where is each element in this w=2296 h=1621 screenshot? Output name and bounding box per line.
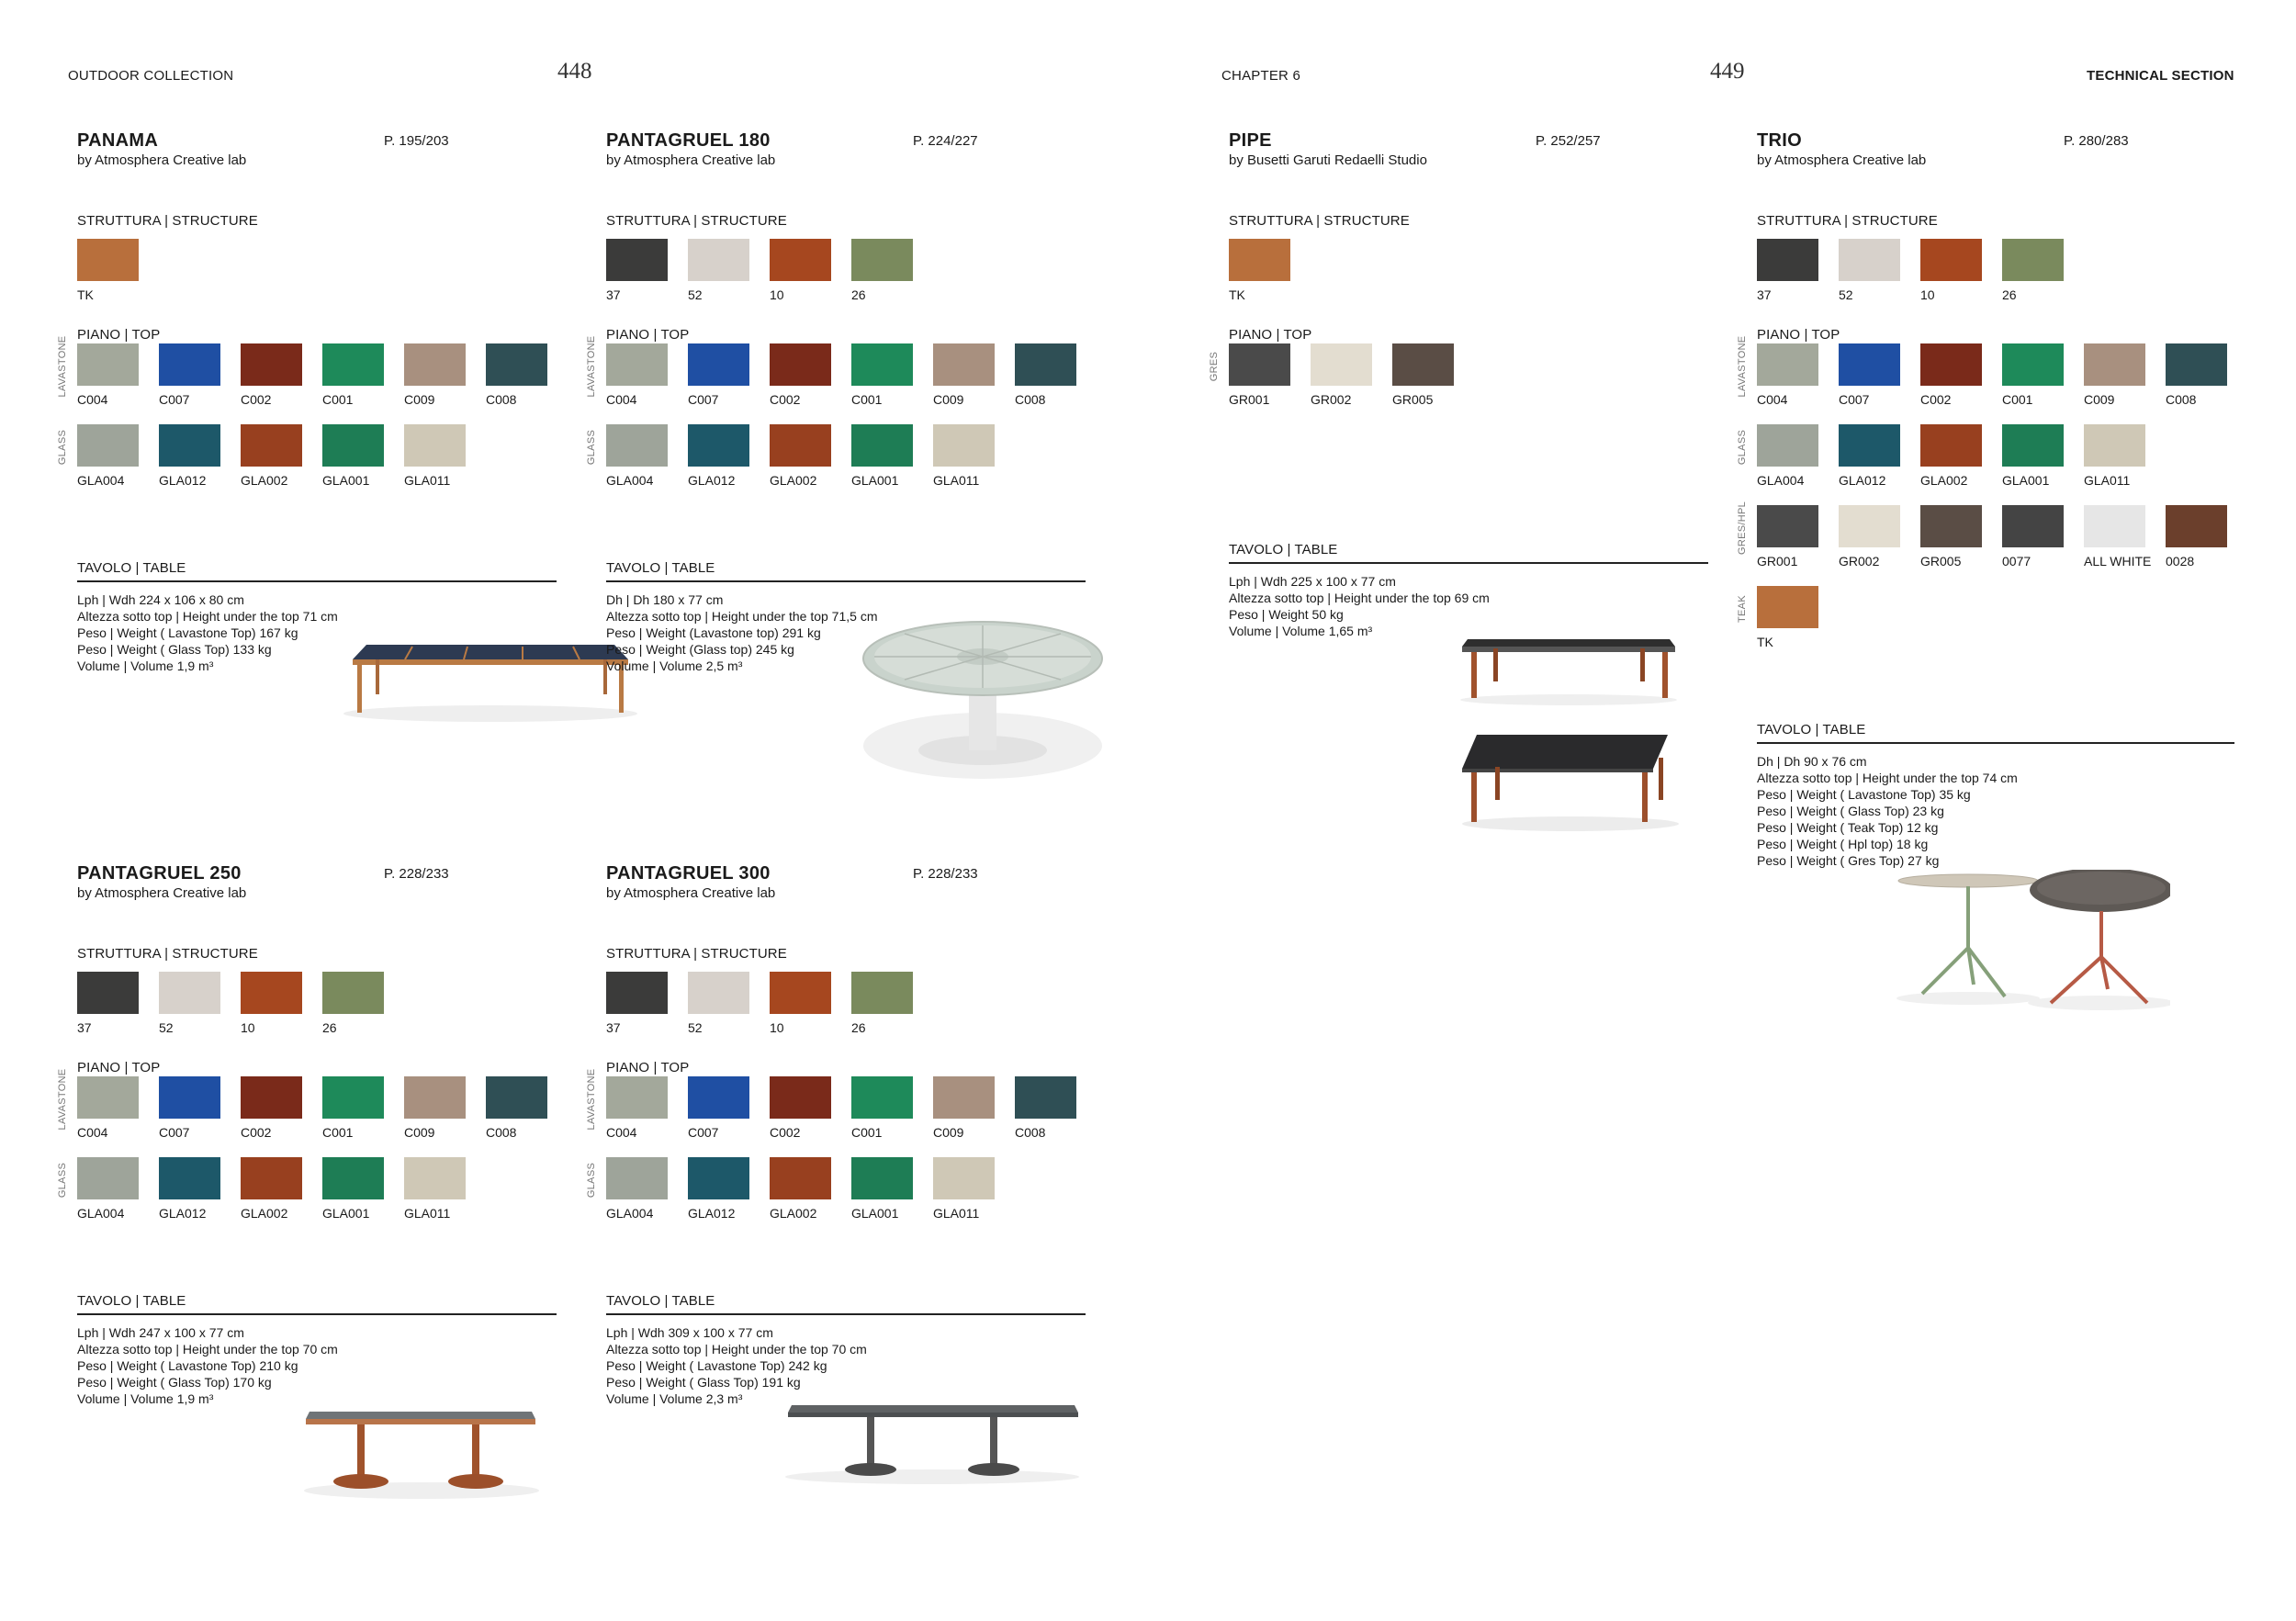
lavastone-code: C007 — [159, 1125, 190, 1140]
swatch-26 — [851, 972, 913, 1014]
structure-code: 10 — [1920, 287, 1935, 302]
lavastone-code: C004 — [606, 392, 637, 407]
swatch-c007 — [159, 343, 220, 386]
swatch-gla002 — [241, 1157, 302, 1199]
spec-line: Dh | Dh 180 x 77 cm — [606, 592, 724, 607]
chapter-label: CHAPTER 6 — [1221, 68, 1300, 84]
glass-code: GLA012 — [159, 473, 207, 488]
lavastone-code: C001 — [322, 1125, 354, 1140]
swatch-52 — [688, 239, 749, 281]
table-specifications — [606, 1324, 867, 1407]
product-name: TRIO — [1757, 130, 1802, 151]
swatch-gla004 — [77, 1157, 139, 1199]
swatch-26 — [322, 972, 384, 1014]
spec-line: Altezza sotto top | Height under the top 69 cm — [1229, 591, 1490, 605]
swatch-gla012 — [1839, 424, 1900, 467]
table-photo-pipe-bottom — [1458, 721, 1683, 840]
swatch-gr002 — [1311, 343, 1372, 386]
table-specifications — [606, 591, 877, 674]
swatch-c009 — [404, 1076, 466, 1119]
structure-code: TK — [1229, 287, 1245, 302]
swatch-c002 — [1920, 343, 1982, 386]
spec-line: Lph | Wdh 247 x 100 x 77 cm — [77, 1325, 244, 1340]
swatch-c004 — [606, 343, 668, 386]
table-heading: TAVOLO | TABLE — [1229, 542, 1338, 557]
swatch-c008 — [486, 343, 547, 386]
lavastone-side-label: LAVASTONE — [1737, 335, 1748, 398]
swatch-c004 — [1757, 343, 1818, 386]
lavastone-code: C004 — [606, 1125, 637, 1140]
glass-code: GLA001 — [322, 473, 370, 488]
swatch-37 — [77, 972, 139, 1014]
structure-code: 52 — [159, 1020, 174, 1035]
table-heading: TAVOLO | TABLE — [606, 1293, 715, 1309]
swatch-gr005 — [1920, 505, 1982, 547]
table-specifications — [77, 591, 338, 674]
gres-hpl-code: 0077 — [2002, 554, 2032, 568]
swatch-tk — [1229, 239, 1290, 281]
product-page-reference: P. 280/283 — [2064, 133, 2129, 149]
section-divider — [606, 1313, 1086, 1315]
lavastone-code: C008 — [1015, 1125, 1046, 1140]
swatch-c008 — [1015, 1076, 1076, 1119]
swatch-c009 — [933, 1076, 995, 1119]
swatch-gla012 — [688, 424, 749, 467]
swatch-gla002 — [770, 1157, 831, 1199]
glass-code: GLA002 — [241, 1206, 288, 1221]
glass-code: GLA002 — [770, 473, 817, 488]
swatch-26 — [2002, 239, 2064, 281]
swatch-gla004 — [606, 1157, 668, 1199]
swatch-gla001 — [851, 424, 913, 467]
spec-line: Peso | Weight (Glass top) 245 kg — [606, 642, 794, 657]
spec-line: Peso | Weight ( Lavastone Top) 167 kg — [77, 625, 298, 640]
table-photo-panama — [339, 608, 642, 727]
swatch-gla002 — [241, 424, 302, 467]
product-card-pantagruel-300 — [586, 863, 1093, 1543]
spec-line: Peso | Weight ( Hpl top) 18 kg — [1757, 837, 1929, 851]
glass-side-label: GLASS — [586, 1162, 597, 1199]
table-heading: TAVOLO | TABLE — [1757, 722, 1866, 737]
structure-code: 37 — [1757, 287, 1772, 302]
glass-code: GLA001 — [322, 1206, 370, 1221]
glass-code: GLA012 — [688, 473, 736, 488]
glass-code: GLA012 — [159, 1206, 207, 1221]
glass-code: GLA004 — [606, 473, 654, 488]
glass-side-label: GLASS — [57, 1162, 68, 1199]
swatch-gla012 — [159, 424, 220, 467]
spec-line: Altezza sotto top | Height under the top 70 cm — [606, 1342, 867, 1356]
spec-line: Peso | Weight 50 kg — [1229, 607, 1344, 622]
table-photo-pantagruel-180 — [859, 603, 1107, 792]
lavastone-code: C004 — [77, 1125, 108, 1140]
lavastone-code: C008 — [486, 1125, 517, 1140]
table-specifications — [77, 1324, 338, 1407]
swatch-gla011 — [933, 1157, 995, 1199]
swatch-gla001 — [851, 1157, 913, 1199]
glass-code: GLA011 — [2084, 473, 2131, 488]
top-heading: PIANO | TOP — [1757, 327, 1840, 343]
swatch-gla011 — [404, 424, 466, 467]
glass-code: GLA002 — [1920, 473, 1968, 488]
table-heading: TAVOLO | TABLE — [606, 560, 715, 576]
structure-code: 26 — [851, 1020, 866, 1035]
gres-code: GR005 — [1392, 392, 1434, 407]
product-card-pipe — [1209, 130, 1716, 865]
glass-code: GLA012 — [1839, 473, 1886, 488]
swatch-c002 — [770, 343, 831, 386]
product-designer: by Busetti Garuti Redaelli Studio — [1229, 152, 1427, 168]
structure-code: 26 — [322, 1020, 337, 1035]
spec-line: Volume | Volume 1,65 m³ — [1229, 624, 1373, 638]
swatch-c001 — [322, 1076, 384, 1119]
table-photo-pipe-top — [1457, 617, 1682, 714]
spec-line: Altezza sotto top | Height under the top 71 cm — [77, 609, 338, 624]
glass-code: GLA002 — [241, 473, 288, 488]
lavastone-code: C009 — [2084, 392, 2115, 407]
swatch-37 — [1757, 239, 1818, 281]
lavastone-side-label: LAVASTONE — [57, 1068, 68, 1131]
structure-code: 10 — [241, 1020, 255, 1035]
swatch-gla004 — [606, 424, 668, 467]
swatch-c008 — [486, 1076, 547, 1119]
glass-code: GLA002 — [770, 1206, 817, 1221]
spec-line: Lph | Wdh 225 x 100 x 77 cm — [1229, 574, 1396, 589]
swatch-52 — [159, 972, 220, 1014]
table-photo-pantagruel-250 — [302, 1391, 541, 1506]
spec-line: Peso | Weight ( Glass Top) 191 kg — [606, 1375, 801, 1390]
lavastone-side-label: LAVASTONE — [586, 1068, 597, 1131]
swatch-c008 — [1015, 343, 1076, 386]
lavastone-code: C001 — [2002, 392, 2033, 407]
glass-code: GLA004 — [606, 1206, 654, 1221]
structure-heading: STRUTTURA | STRUCTURE — [606, 213, 787, 229]
spec-line: Altezza sotto top | Height under the top 70 cm — [77, 1342, 338, 1356]
lavastone-code: C002 — [241, 1125, 272, 1140]
gres-hpl-code: GR001 — [1757, 554, 1798, 568]
spec-line: Peso | Weight ( Teak Top) 12 kg — [1757, 820, 1939, 835]
section-divider — [1229, 562, 1708, 564]
table-photo-trio — [1895, 870, 2170, 1021]
glass-code: GLA011 — [933, 1206, 980, 1221]
lavastone-code: C002 — [770, 392, 801, 407]
lavastone-code: C009 — [933, 1125, 964, 1140]
swatch-c007 — [688, 343, 749, 386]
spec-line: Altezza sotto top | Height under the top 74 cm — [1757, 771, 2018, 785]
spec-line: Volume | Volume 1,9 m³ — [77, 659, 214, 673]
product-name: PIPE — [1229, 130, 1272, 151]
swatch-52 — [1839, 239, 1900, 281]
top-heading: PIANO | TOP — [606, 327, 690, 343]
swatch-c001 — [851, 1076, 913, 1119]
glass-code: GLA001 — [851, 473, 899, 488]
right-running-header: TECHNICAL SECTION — [2087, 68, 2234, 84]
spec-line: Peso | Weight ( Glass Top) 23 kg — [1757, 804, 1944, 818]
swatch-gla011 — [404, 1157, 466, 1199]
structure-code: TK — [77, 287, 94, 302]
spec-line: Lph | Wdh 224 x 106 x 80 cm — [77, 592, 244, 607]
swatch-52 — [688, 972, 749, 1014]
product-designer: by Atmosphera Creative lab — [1757, 152, 1927, 168]
spec-line: Volume | Volume 1,9 m³ — [77, 1391, 214, 1406]
top-heading: PIANO | TOP — [77, 327, 161, 343]
swatch-c004 — [77, 343, 139, 386]
section-divider — [77, 1313, 557, 1315]
swatch-gla002 — [1920, 424, 1982, 467]
section-divider — [1757, 742, 2234, 744]
gres-hpl-code: GR002 — [1839, 554, 1880, 568]
swatch-gr005 — [1392, 343, 1454, 386]
swatch-10 — [241, 972, 302, 1014]
swatch-c009 — [2084, 343, 2145, 386]
glass-code: GLA001 — [851, 1206, 899, 1221]
swatch-c007 — [1839, 343, 1900, 386]
glass-side-label: GLASS — [57, 429, 68, 466]
product-name: PANAMA — [77, 130, 159, 151]
swatch-gla002 — [770, 424, 831, 467]
table-specifications — [1229, 573, 1490, 639]
swatch-tk — [1757, 586, 1818, 628]
teak-side-label: TEAK — [1737, 595, 1748, 623]
glass-code: GLA001 — [2002, 473, 2050, 488]
spec-line: Altezza sotto top | Height under the top 71,5 cm — [606, 609, 878, 624]
swatch-gr002 — [1839, 505, 1900, 547]
left-running-header: OUTDOOR COLLECTION — [68, 68, 234, 84]
swatch-tk — [77, 239, 139, 281]
glass-code: GLA004 — [1757, 473, 1805, 488]
swatch-gla001 — [2002, 424, 2064, 467]
lavastone-code: C001 — [322, 392, 354, 407]
lavastone-code: C007 — [688, 1125, 719, 1140]
lavastone-code: C002 — [770, 1125, 801, 1140]
glass-code: GLA004 — [77, 1206, 125, 1221]
structure-code: 10 — [770, 1020, 784, 1035]
structure-code: 37 — [606, 287, 621, 302]
product-name: PANTAGRUEL 250 — [77, 863, 242, 884]
product-card-pantagruel-250 — [57, 863, 564, 1543]
product-designer: by Atmosphera Creative lab — [77, 885, 247, 901]
glass-code: GLA004 — [77, 473, 125, 488]
swatch-gla004 — [77, 424, 139, 467]
spec-line: Peso | Weight ( Lavastone Top) 35 kg — [1757, 787, 1971, 802]
swatch-37 — [606, 972, 668, 1014]
swatch-c001 — [851, 343, 913, 386]
swatch-10 — [1920, 239, 1982, 281]
swatch-37 — [606, 239, 668, 281]
gres-hpl-code: 0028 — [2166, 554, 2195, 568]
swatch-c004 — [77, 1076, 139, 1119]
swatch-gr001 — [1757, 505, 1818, 547]
lavastone-code: C001 — [851, 392, 883, 407]
left-page-number: 448 — [557, 59, 592, 84]
gres-hpl-code: ALL WHITE — [2084, 554, 2152, 568]
structure-heading: STRUTTURA | STRUCTURE — [77, 946, 258, 962]
lavastone-code: C008 — [486, 392, 517, 407]
swatch-0028 — [2166, 505, 2227, 547]
lavastone-code: C008 — [2166, 392, 2197, 407]
structure-heading: STRUTTURA | STRUCTURE — [1229, 213, 1410, 229]
glass-code: GLA011 — [404, 1206, 451, 1221]
lavastone-code: C002 — [1920, 392, 1952, 407]
right-page-number: 449 — [1710, 59, 1745, 84]
gres-code: GR002 — [1311, 392, 1352, 407]
lavastone-code: C007 — [159, 392, 190, 407]
table-heading: TAVOLO | TABLE — [77, 1293, 186, 1309]
spec-line: Peso | Weight ( Lavastone Top) 242 kg — [606, 1358, 827, 1373]
product-card-panama — [57, 130, 564, 755]
gres-hpl-side-label: GRES/HPL — [1737, 501, 1748, 556]
spec-line: Peso | Weight ( Glass Top) 170 kg — [77, 1375, 272, 1390]
product-name: PANTAGRUEL 300 — [606, 863, 771, 884]
swatch-c008 — [2166, 343, 2227, 386]
product-name: PANTAGRUEL 180 — [606, 130, 771, 151]
spec-line: Peso | Weight ( Glass Top) 133 kg — [77, 642, 272, 657]
product-designer: by Atmosphera Creative lab — [77, 152, 247, 168]
swatch-c002 — [241, 1076, 302, 1119]
table-heading: TAVOLO | TABLE — [77, 560, 186, 576]
lavastone-code: C007 — [688, 392, 719, 407]
product-designer: by Atmosphera Creative lab — [606, 885, 776, 901]
spec-line: Dh | Dh 90 x 76 cm — [1757, 754, 1867, 769]
lavastone-code: C002 — [241, 392, 272, 407]
spec-line: Peso | Weight ( Lavastone Top) 210 kg — [77, 1358, 298, 1373]
structure-heading: STRUTTURA | STRUCTURE — [1757, 213, 1938, 229]
glass-side-label: GLASS — [586, 429, 597, 466]
structure-code: 37 — [606, 1020, 621, 1035]
section-divider — [606, 580, 1086, 582]
top-heading: PIANO | TOP — [77, 1060, 161, 1075]
teak-code: TK — [1757, 635, 1773, 649]
swatch-c001 — [322, 343, 384, 386]
structure-code: 26 — [851, 287, 866, 302]
spec-line: Peso | Weight (Lavastone top) 291 kg — [606, 625, 821, 640]
swatch-0077 — [2002, 505, 2064, 547]
swatch-gla004 — [1757, 424, 1818, 467]
lavastone-side-label: LAVASTONE — [586, 335, 597, 398]
structure-heading: STRUTTURA | STRUCTURE — [77, 213, 258, 229]
structure-code: 52 — [688, 1020, 703, 1035]
structure-code: 52 — [1839, 287, 1853, 302]
lavastone-code: C009 — [933, 392, 964, 407]
swatch-c007 — [688, 1076, 749, 1119]
product-page-reference: P. 252/257 — [1536, 133, 1601, 149]
swatch-gla011 — [933, 424, 995, 467]
lavastone-code: C007 — [1839, 392, 1870, 407]
lavastone-code: C004 — [1757, 392, 1788, 407]
swatch-10 — [770, 972, 831, 1014]
swatch-c002 — [770, 1076, 831, 1119]
structure-code: 52 — [688, 287, 703, 302]
swatch-c002 — [241, 343, 302, 386]
glass-code: GLA011 — [404, 473, 451, 488]
table-specifications — [1757, 753, 2018, 869]
structure-code: 26 — [2002, 287, 2017, 302]
swatch-c004 — [606, 1076, 668, 1119]
gres-side-label: GRES — [1209, 351, 1220, 382]
swatch-c001 — [2002, 343, 2064, 386]
spec-line: Lph | Wdh 309 x 100 x 77 cm — [606, 1325, 773, 1340]
top-heading: PIANO | TOP — [606, 1060, 690, 1075]
swatch-26 — [851, 239, 913, 281]
swatch-gla011 — [2084, 424, 2145, 467]
swatch-10 — [770, 239, 831, 281]
swatch-all-white — [2084, 505, 2145, 547]
spec-line: Peso | Weight ( Gres Top) 27 kg — [1757, 853, 1940, 868]
product-card-pantagruel-180 — [586, 130, 1093, 792]
top-heading: PIANO | TOP — [1229, 327, 1312, 343]
glass-code: GLA012 — [688, 1206, 736, 1221]
glass-code: GLA011 — [933, 473, 980, 488]
swatch-gla001 — [322, 1157, 384, 1199]
swatch-c007 — [159, 1076, 220, 1119]
section-divider — [77, 580, 557, 582]
swatch-gr001 — [1229, 343, 1290, 386]
product-card-trio — [1737, 130, 2244, 1040]
product-page-reference: P. 195/203 — [384, 133, 449, 149]
swatch-gla012 — [159, 1157, 220, 1199]
lavastone-code: C004 — [77, 392, 108, 407]
spec-line: Volume | Volume 2,5 m³ — [606, 659, 743, 673]
product-page-reference: P. 224/227 — [913, 133, 978, 149]
lavastone-code: C001 — [851, 1125, 883, 1140]
lavastone-code: C008 — [1015, 392, 1046, 407]
gres-code: GR001 — [1229, 392, 1270, 407]
product-page-reference: P. 228/233 — [913, 866, 978, 882]
glass-side-label: GLASS — [1737, 429, 1748, 466]
spec-line: Volume | Volume 2,3 m³ — [606, 1391, 743, 1406]
gres-hpl-code: GR005 — [1920, 554, 1962, 568]
structure-heading: STRUTTURA | STRUCTURE — [606, 946, 787, 962]
lavastone-side-label: LAVASTONE — [57, 335, 68, 398]
structure-code: 10 — [770, 287, 784, 302]
product-designer: by Atmosphera Creative lab — [606, 152, 776, 168]
lavastone-code: C009 — [404, 1125, 435, 1140]
lavastone-code: C009 — [404, 392, 435, 407]
swatch-gla012 — [688, 1157, 749, 1199]
structure-code: 37 — [77, 1020, 92, 1035]
product-page-reference: P. 228/233 — [384, 866, 449, 882]
swatch-c009 — [404, 343, 466, 386]
swatch-c009 — [933, 343, 995, 386]
swatch-gla001 — [322, 424, 384, 467]
